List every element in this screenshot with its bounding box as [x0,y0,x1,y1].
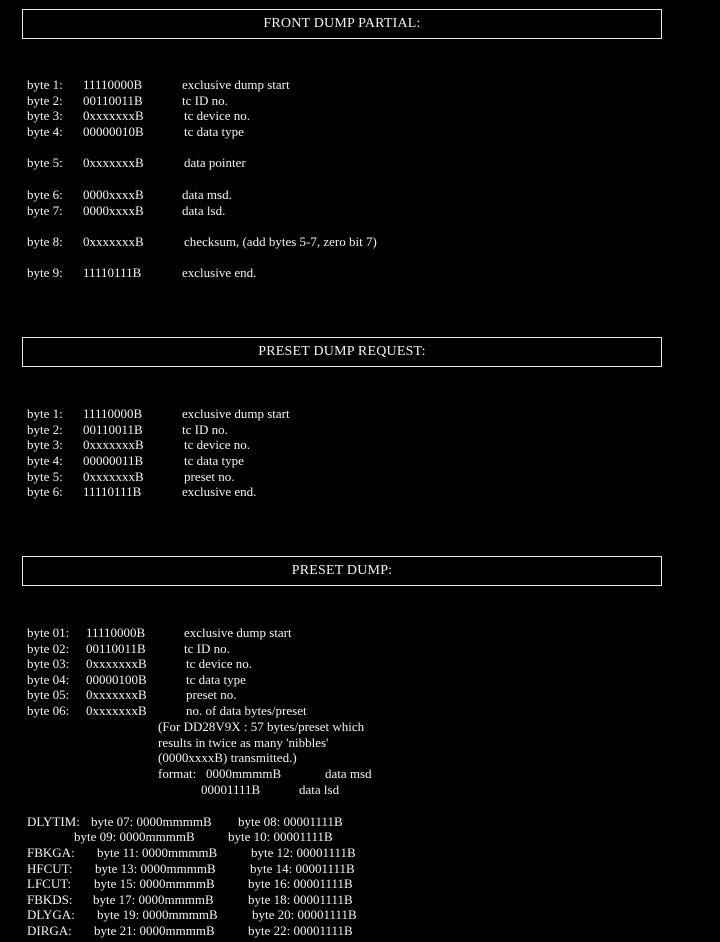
byte-label: byte 3: [27,108,63,123]
byte-description: tc ID no. [182,422,228,437]
param-name: LFCUT: [27,876,72,891]
param-lsd-byte: byte 14: 00001111B [250,861,355,876]
byte-label: byte 03: [27,656,70,671]
byte-description: data lsd. [182,203,226,218]
param-msd-byte: byte 11: 0000mmmmB [97,845,218,860]
byte-value: 00110011B [83,422,143,437]
byte-label: byte 06: [27,703,70,718]
param-lsd-byte: byte 20: 00001111B [252,907,357,922]
byte-description: preset no. [184,469,235,484]
param-msd-byte: byte 09: 0000mmmmB [74,829,195,844]
byte-label: byte 4: [27,124,63,139]
byte-label: byte 3: [27,437,63,452]
param-name: DIRGA: [27,923,72,938]
byte-label: byte 2: [27,93,63,108]
byte-description: exclusive dump start [182,406,290,421]
preset-note-line-1: (For DD28V9X : 57 bytes/preset which [158,719,365,734]
byte-description: tc device no. [184,108,251,123]
byte-description: tc data type [184,124,244,139]
byte-label: byte 1: [27,406,63,421]
byte-label: byte 7: [27,203,63,218]
byte-value: 00000011B [83,453,144,468]
byte-label: byte 05: [27,687,70,702]
byte-value: 0xxxxxxxB [83,108,144,123]
byte-description: exclusive end. [182,265,257,280]
param-name: DLYGA: [27,907,75,922]
byte-value: 0xxxxxxxB [86,687,147,702]
byte-value: 0xxxxxxxB [83,469,144,484]
param-name: HFCUT: [27,861,73,876]
byte-label: byte 6: [27,187,63,202]
param-msd-byte: byte 17: 0000mmmmB [93,892,214,907]
byte-description: tc device no. [184,437,251,452]
preset-note-line-3: (0000xxxxB) transmitted.) [158,750,297,765]
byte-value: 11110111B [83,265,142,280]
param-name: FBKDS: [27,892,73,907]
format-lsd-value: 00001111B [201,782,261,797]
byte-description: exclusive dump start [184,625,292,640]
byte-label: byte 2: [27,422,63,437]
preset-note-line-2: results in twice as many 'nibbles' [158,735,329,750]
byte-description: checksum, (add bytes 5-7, zero bit 7) [184,234,377,249]
byte-label: byte 9: [27,265,63,280]
byte-description: data pointer [184,155,246,170]
param-msd-byte: byte 15: 0000mmmmB [94,876,215,891]
byte-description: tc ID no. [184,641,230,656]
byte-label: byte 8: [27,234,63,249]
byte-value: 00110011B [86,641,146,656]
param-msd-byte: byte 19: 0000mmmmB [97,907,218,922]
param-lsd-byte: byte 18: 00001111B [248,892,353,907]
byte-value: 00110011B [83,93,143,108]
byte-value: 11110000B [86,625,146,640]
byte-description: tc data type [186,672,246,687]
byte-label: byte 1: [27,77,63,92]
param-msd-byte: byte 21: 0000mmmmB [94,923,215,938]
byte-description: tc device no. [186,656,253,671]
byte-value: 0xxxxxxxB [86,656,147,671]
byte-label: byte 6: [27,484,63,499]
section-title-preset-dump: PRESET DUMP: [22,556,662,586]
byte-label: byte 04: [27,672,70,687]
byte-value: 0xxxxxxxB [86,703,147,718]
byte-description: no. of data bytes/preset [186,703,307,718]
byte-value: 11110000B [83,77,143,92]
param-msd-byte: byte 13: 0000mmmmB [95,861,216,876]
byte-value: 0xxxxxxxB [83,234,144,249]
param-lsd-byte: byte 22: 00001111B [248,923,353,938]
byte-label: byte 5: [27,155,63,170]
byte-value: 00000010B [83,124,144,139]
byte-value: 00000100B [86,672,147,687]
section-title-preset-dump-request: PRESET DUMP REQUEST: [22,337,662,367]
byte-description: preset no. [186,687,237,702]
format-msd-value: 0000mmmmB [206,766,282,781]
byte-value: 0xxxxxxxB [83,155,144,170]
byte-value: 11110111B [83,484,142,499]
param-msd-byte: byte 07: 0000mmmmB [91,814,212,829]
param-lsd-byte: byte 12: 00001111B [251,845,356,860]
section-title-front-dump-partial: FRONT DUMP PARTIAL: [22,9,662,39]
format-msd-desc: data msd [325,766,372,781]
param-name: FBKGA: [27,845,75,860]
byte-description: tc ID no. [182,93,228,108]
format-label: format: [158,766,197,781]
byte-description: exclusive end. [182,484,257,499]
byte-description: data msd. [182,187,232,202]
byte-value: 0000xxxxB [83,187,144,202]
byte-description: tc data type [184,453,244,468]
byte-value: 0000xxxxB [83,203,144,218]
param-lsd-byte: byte 16: 00001111B [248,876,353,891]
byte-value: 11110000B [83,406,143,421]
byte-label: byte 4: [27,453,63,468]
format-lsd-desc: data lsd [299,782,340,797]
byte-label: byte 5: [27,469,63,484]
param-lsd-byte: byte 10: 00001111B [228,829,333,844]
byte-label: byte 01: [27,625,70,640]
byte-description: exclusive dump start [182,77,290,92]
byte-value: 0xxxxxxxB [83,437,144,452]
param-name: DLYTIM: [27,814,80,829]
byte-label: byte 02: [27,641,70,656]
param-lsd-byte: byte 08: 00001111B [238,814,343,829]
